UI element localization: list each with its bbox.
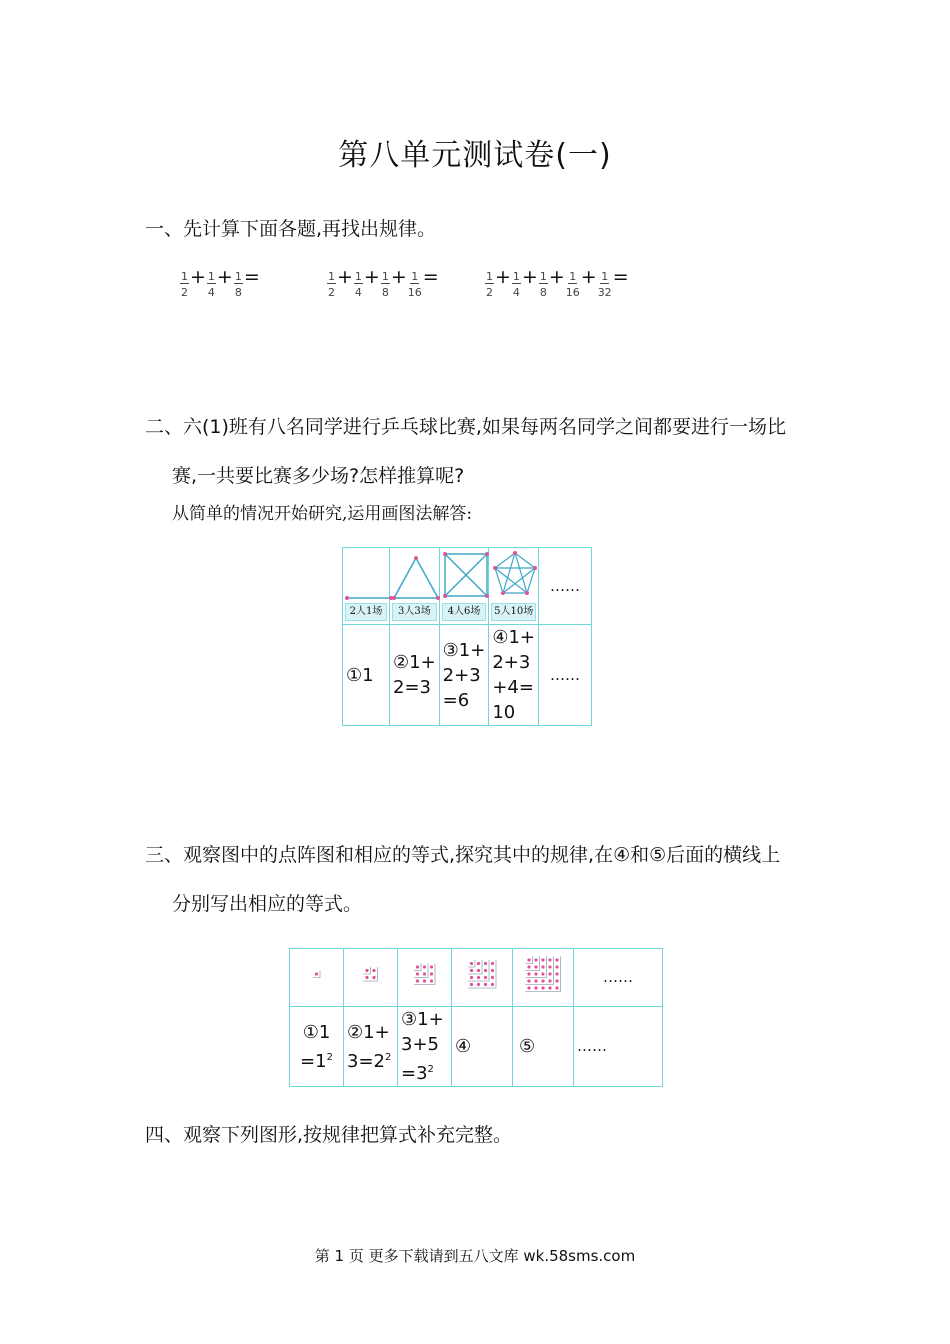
dot <box>548 972 551 975</box>
question-4-text: 四、观察下列图形,按规律把算式补充完整。 <box>145 1124 513 1146</box>
dot <box>430 972 433 975</box>
diagram-caption: 4人6场 <box>442 603 487 621</box>
dot <box>416 965 419 968</box>
dot <box>548 979 551 982</box>
dot <box>416 979 419 982</box>
ellipsis-cell: …… <box>539 548 592 625</box>
equation-cell-4: ④ <box>452 1007 513 1087</box>
ellipsis-cell: …… <box>574 949 663 1007</box>
fraction-denominator: 16 <box>407 286 422 299</box>
equation-cell-5: ⑤ <box>513 1007 574 1087</box>
fraction <box>207 271 216 299</box>
formula-cell-2 <box>390 625 440 726</box>
equals-sign: = <box>243 266 260 288</box>
formula-line: 10 <box>492 702 516 723</box>
question-2-line-1: 二、六(1)班有八名同学进行乒乓球比赛,如果每两名同学之间都要进行一场比 <box>145 416 786 438</box>
fraction-denominator: 8 <box>539 286 547 299</box>
fraction-denominator: 4 <box>512 286 520 299</box>
dot <box>527 986 530 989</box>
plus-sign: + <box>580 266 597 288</box>
formula-cell-1 <box>343 625 390 726</box>
equals-sign: = <box>612 266 629 288</box>
dot-array-table <box>289 948 663 1087</box>
fraction-denominator: 2 <box>181 286 188 299</box>
dot <box>470 969 473 972</box>
fraction-numerator: 1 <box>411 270 419 283</box>
diagram-cell-4 <box>439 548 489 625</box>
dot <box>365 969 368 972</box>
fraction-denominator: 16 <box>565 286 580 299</box>
formula-cell-3 <box>439 625 489 726</box>
dot <box>430 979 433 982</box>
fraction-numerator: 1 <box>539 270 547 283</box>
equation-cell-2 <box>344 1007 398 1087</box>
fraction-expression-2 <box>327 265 440 299</box>
plus-sign: + <box>190 266 206 288</box>
dot <box>491 983 494 986</box>
fraction-numerator: 1 <box>601 270 609 283</box>
dot <box>430 965 433 968</box>
dot <box>527 972 530 975</box>
fraction-numerator: 1 <box>181 270 188 283</box>
dot-array-cell-2 <box>344 949 398 1007</box>
dot <box>372 976 375 979</box>
formula-line: ④1+ <box>492 627 536 648</box>
plus-sign: + <box>390 266 407 288</box>
dot <box>416 972 419 975</box>
fraction-denominator: 4 <box>207 286 215 299</box>
equation-line: 3+5 <box>401 1034 439 1055</box>
dot <box>477 983 480 986</box>
dot <box>470 983 473 986</box>
formula-line: ①1 <box>346 664 374 686</box>
dot <box>534 986 537 989</box>
dot <box>534 972 537 975</box>
equation-cell-1 <box>290 1007 344 1087</box>
formula-cell-4 <box>489 625 539 726</box>
dot <box>470 976 473 979</box>
dot <box>555 972 558 975</box>
question-2-line-2: 赛,一共要比赛多少场?怎样推算呢? <box>172 465 465 487</box>
plus-sign: + <box>216 266 233 288</box>
ellipsis-cell: …… <box>574 1007 663 1087</box>
dot <box>365 976 368 979</box>
plus-sign: + <box>548 266 565 288</box>
equation-line: $=1^2$ <box>300 1050 333 1072</box>
fraction-denominator: 2 <box>328 286 335 299</box>
dot <box>477 969 480 972</box>
dot <box>555 986 558 989</box>
equation-line: ①1 <box>302 1021 331 1043</box>
dot <box>555 965 558 968</box>
dot <box>484 983 487 986</box>
plus-sign: + <box>337 266 353 288</box>
fraction <box>408 271 422 299</box>
dot <box>470 962 473 965</box>
ellipsis-cell: …… <box>539 625 592 726</box>
equals-sign: = <box>422 266 439 288</box>
fraction <box>327 271 336 299</box>
dot <box>534 958 537 961</box>
dot <box>477 962 480 965</box>
fraction-expression-3 <box>485 265 630 299</box>
dot <box>548 986 551 989</box>
fraction-numerator: 1 <box>512 270 520 283</box>
dot <box>484 976 487 979</box>
fraction-denominator: 4 <box>354 286 362 299</box>
dot <box>541 972 544 975</box>
fraction-numerator: 1 <box>234 270 242 283</box>
question-1-text: 一、先计算下面各题,再找出规律。 <box>145 218 437 240</box>
dot <box>491 976 494 979</box>
question-3-line-2: 分别写出相应的等式。 <box>172 893 363 915</box>
plus-sign: + <box>495 266 511 288</box>
equation-line: ②1+ <box>347 1021 390 1043</box>
dot <box>491 969 494 972</box>
fraction-numerator: 1 <box>381 270 389 283</box>
fraction-expression-1 <box>180 265 261 299</box>
fraction <box>180 271 189 299</box>
question-2-line-3: 从简单的情况开始研究,运用画图法解答: <box>172 504 473 524</box>
diagram-caption: 5人10场 <box>491 603 536 621</box>
page-title: 第八单元测试卷(一) <box>338 138 612 173</box>
dot-array-cell-1 <box>290 949 344 1007</box>
dot-array-cell-3 <box>398 949 452 1007</box>
dot <box>548 965 551 968</box>
dot <box>534 979 537 982</box>
fraction-denominator: 8 <box>381 286 389 299</box>
equation-line: ③1+ <box>401 1009 444 1030</box>
dot <box>541 979 544 982</box>
fraction <box>512 271 521 299</box>
dot <box>423 972 426 975</box>
dot <box>541 958 544 961</box>
diagram-caption: 3人3场 <box>392 603 437 621</box>
dot <box>527 979 530 982</box>
dot <box>423 979 426 982</box>
fraction <box>354 271 363 299</box>
fraction-numerator: 1 <box>354 270 362 283</box>
fraction <box>539 271 548 299</box>
fraction-denominator: 8 <box>234 286 242 299</box>
fraction <box>598 271 612 299</box>
fraction-denominator: 32 <box>597 286 612 299</box>
dot <box>491 962 494 965</box>
fraction-numerator: 1 <box>207 270 215 283</box>
dot-array-cell-4 <box>452 949 513 1007</box>
fraction <box>234 271 243 299</box>
formula-line: ②1+ <box>393 652 436 673</box>
dot <box>484 962 487 965</box>
equation-line: $3=2^2$ <box>347 1050 392 1072</box>
dot-array-1 <box>290 949 343 999</box>
fraction <box>381 271 390 299</box>
dot <box>315 972 318 975</box>
formula-line: +4= <box>492 677 534 698</box>
diagram-cell-3 <box>390 548 440 625</box>
plus-sign: + <box>363 266 380 288</box>
dot <box>541 965 544 968</box>
diagram-caption: 2人1场 <box>345 603 387 621</box>
formula-line: 2+3 <box>492 652 531 673</box>
fraction-numerator: 1 <box>486 270 493 283</box>
dot <box>534 965 537 968</box>
formula-line: =6 <box>442 689 470 711</box>
dot <box>555 979 558 982</box>
equation-cell-3 <box>398 1007 452 1087</box>
dot <box>555 958 558 961</box>
page-footer: 第 1 页 更多下载请到五八文库 wk.58sms.com <box>314 1247 636 1265</box>
dot <box>527 958 530 961</box>
formula-line: 2=3 <box>393 677 431 698</box>
fraction <box>485 271 494 299</box>
dot-array-2 <box>344 949 397 999</box>
diagram-cell-5 <box>489 548 539 625</box>
formula-line: 2+3 <box>442 664 481 686</box>
dot <box>372 969 375 972</box>
dot-array-3 <box>398 949 451 999</box>
fraction-numerator: 1 <box>328 270 335 283</box>
dot <box>484 969 487 972</box>
plus-sign: + <box>521 266 538 288</box>
dot <box>423 965 426 968</box>
matches-table <box>342 547 592 726</box>
formula-line: ③1+ <box>442 639 486 661</box>
question-3-line-1: 三、观察图中的点阵图和相应的等式,探究其中的规律,在④和⑤后面的横线上 <box>145 844 781 866</box>
dot <box>527 965 530 968</box>
fraction-numerator: 1 <box>569 270 577 283</box>
dot <box>548 958 551 961</box>
fraction-denominator: 2 <box>486 286 493 299</box>
dot-array-4 <box>452 949 512 999</box>
fraction <box>566 271 580 299</box>
equation-line: $=3^2$ <box>401 1063 434 1084</box>
dot <box>477 976 480 979</box>
dot <box>541 986 544 989</box>
dot-array-cell-5 <box>513 949 574 1007</box>
dot-array-5 <box>513 949 573 999</box>
diagram-cell-2 <box>343 548 390 625</box>
